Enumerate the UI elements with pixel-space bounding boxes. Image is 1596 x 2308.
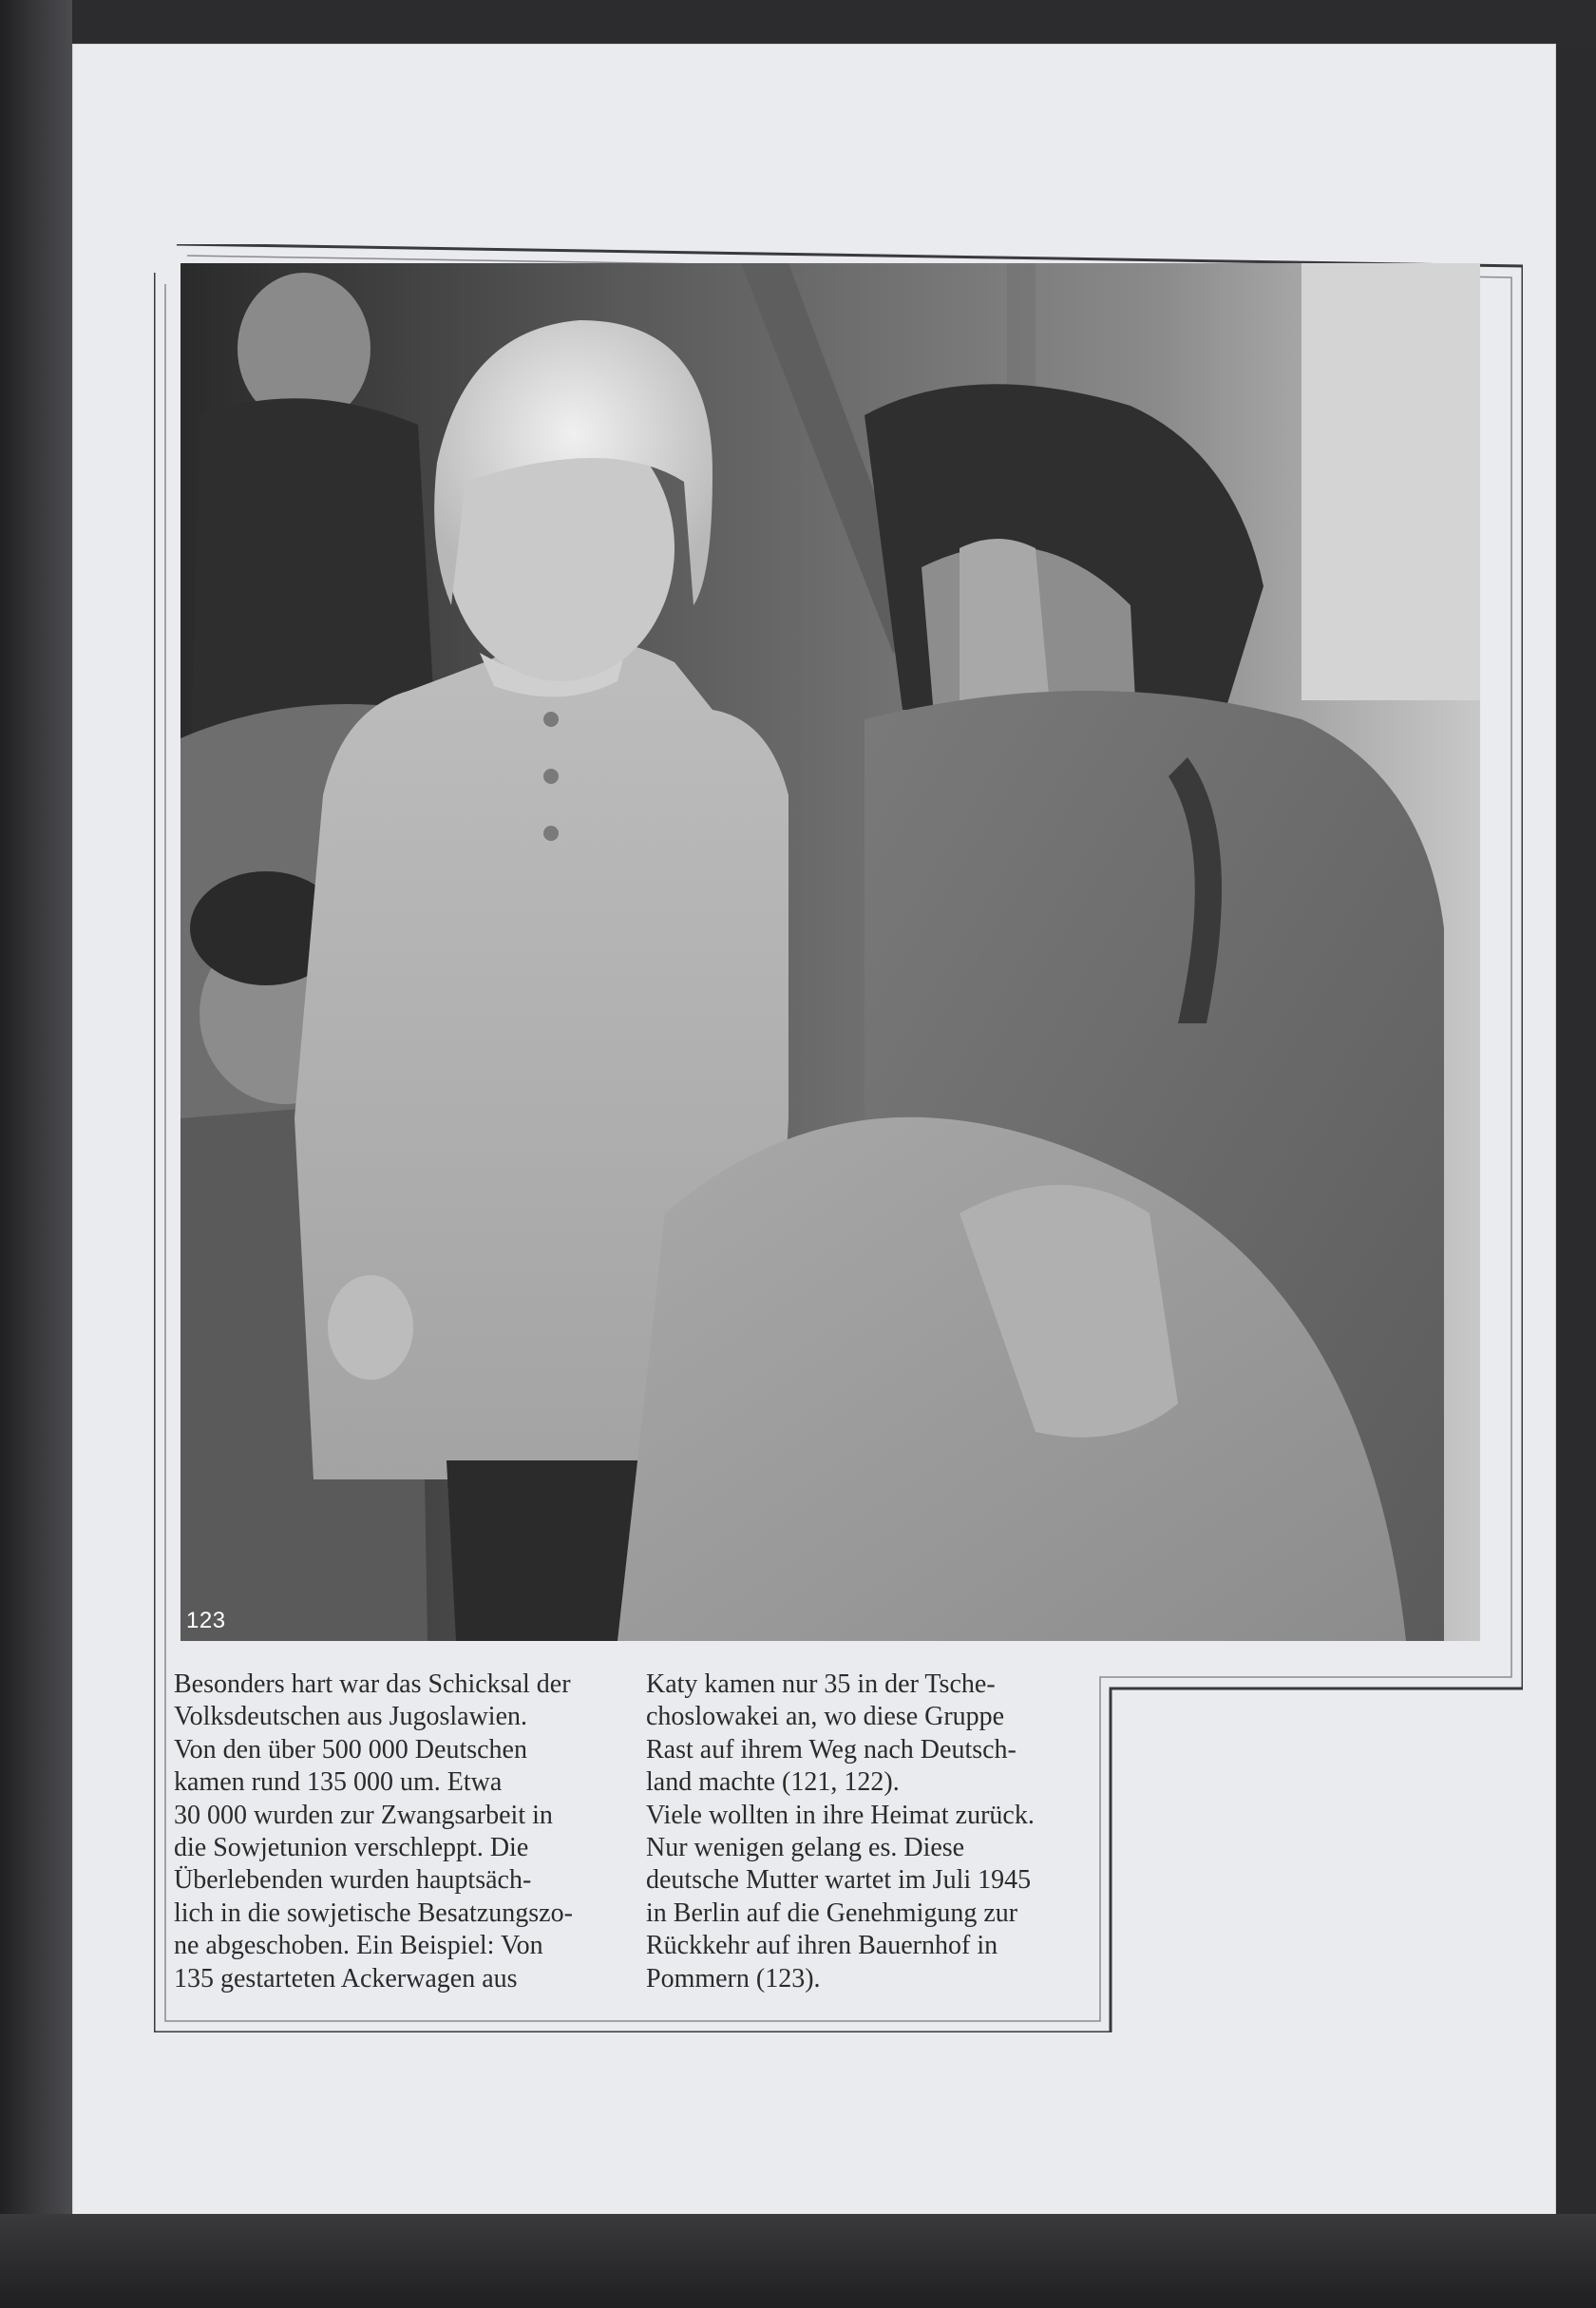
caption-line: Volksdeutschen aus Jugoslawien.	[174, 1702, 527, 1732]
photo-number-label: 123	[186, 1608, 226, 1633]
binder-top-edge	[0, 0, 1596, 46]
caption-line: Besonders hart war das Schicksal der	[174, 1669, 571, 1699]
caption-line: 135 gestarteten Ackerwagen aus	[174, 1963, 518, 1993]
caption-line: Überlebenden wurden hauptsäch-	[174, 1865, 532, 1896]
caption-line: in Berlin auf die Genehmigung zur	[646, 1898, 1018, 1928]
caption-line: Rast auf ihrem Weg nach Deutsch-	[646, 1734, 1016, 1764]
caption-line: Katy kamen nur 35 in der Tsche-	[646, 1669, 996, 1699]
caption-line: Von den über 500 000 Deutschen	[174, 1734, 527, 1764]
caption-line: kamen rund 135 000 um. Etwa	[174, 1767, 503, 1798]
photo-mother-and-child	[180, 263, 1480, 1641]
caption-column-right	[646, 1669, 1035, 1995]
caption-line: Pommern (123).	[646, 1963, 821, 1993]
caption-line: choslowakei an, wo diese Gruppe	[646, 1702, 1005, 1732]
caption-line: Rückkehr auf ihren Bauernhof in	[646, 1931, 998, 1961]
binder-bottom-edge	[0, 2214, 1596, 2308]
caption-column-left	[174, 1669, 573, 1995]
caption-line: 30 000 wurden zur Zwangsarbeit in	[174, 1800, 553, 1830]
caption-line: ne abgeschoben. Ein Beispiel: Von	[174, 1931, 543, 1961]
caption-line: deutsche Mutter wartet im Juli 1945	[646, 1865, 1032, 1896]
caption-line: Viele wollten in ihre Heimat zurück.	[646, 1800, 1035, 1830]
binder-spine	[0, 0, 72, 2308]
caption-line: lich in die sowjetische Besatzungszo-	[174, 1898, 573, 1928]
caption-line: Nur wenigen gelang es. Diese	[646, 1832, 965, 1862]
caption-line: die Sowjetunion verschleppt. Die	[174, 1832, 529, 1862]
caption-line: land machte (121, 122).	[646, 1767, 900, 1798]
photo-caption	[174, 1669, 1110, 2034]
